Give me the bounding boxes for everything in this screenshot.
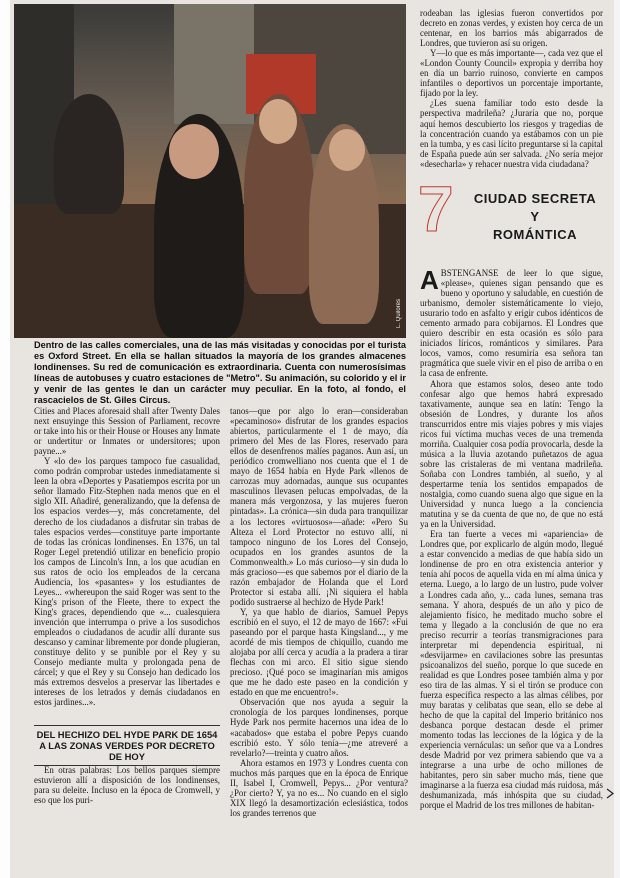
paragraph: rodeaban las iglesias fueron convertidos por decreto en zonas verdes, y existen hoy cerca de un centenar, en los barrios más abigarrados de Londres, que tuvieron así su origen. [420,8,603,49]
paragraph: Ahora estamos en 1973 y Londres cuenta con muchos más parques que en la época de Enrique II, Isabel I, Cromwell, Pepys... ¿Por ventura? ¿Por cierto? Y, ya no es... No cuando en el siglo XIX llegó la desamortización eclesiástica, todos los grandes terrenos que [230,757,408,818]
section-title [462,190,608,244]
paragraph: tanos—que por algo lo eran—consideraban «pecaminoso» disfrutar de los grandes espacios abiertos, particularmente el 1 de mayo, día primero del Mes de las Flores, reservado para ellos de desenfrenos malíes paganos. Aun así, un periódico cromwelliano nos cuenta que el 1 de mayo de 1654 había en Hyde Park «llenos de carrozas muy adornadas, aunque sus ocupantes masculinos llevasen pelucas empolvadas, de la manera más vergonzosa, y las mujeres fueron pintadas». La crónica—sin duda para tranquilizar a los lectores «virtuosos»—añade: «Pero Su Alteza el Lord Protector no estuvo allí, ni tampoco ninguno de los Lores del Consejo, ocupados en los grandes asuntos de la Commonwealth.» Lo más curioso—y sin duda lo más gracioso—es que sabemos por el diario de la razón embajador de Holanda que el Lord Protector si estaba allí. ¡Ni siquiera el habla podido sustraerse al hechizo de Hyde Park! [230,406,408,607]
column-2 [230,406,408,818]
column-3-top [420,8,603,169]
paragraph-text: BSTENGANSE de leer lo que sigue, «please», quienes sigan pensando que es bueno y oportuno y saludable, en cuestión de urbanismo, demoler sistemáticamente lo viejo, usurario todo en asfalto y erigir cubos idénticos de cemento armado para cobijarnos. El Londres que quiero describir en esta ocasión es sólo para iniciados líricos, románticos y similares. Para locos, vamos, como resumiría esa señora tan pragmática que suele vivir en el piso de arriba o en la casa de enfrente. [420,268,603,379]
column-3 [420,265,603,811]
section-title-line: ROMÁNTICA [493,227,577,242]
subheading: DEL HECHIZO DEL HYDE PARK DE 1654 A LAS ZONAS VERDES POR DECRETO DE HOY [34,725,220,766]
photo-caption: Dentro de las calles comerciales, una de las más visitadas y conocidas por el turista es Oxford Street. En ella se hallan situados la mayoría de los grandes almacenes londinenses. Su red de comunicación es extraordinaria. Cuenta con numerosísimas líneas de autobuses y cuatro estaciones de "Metro". Su animación, su colorido y el ir y venir de las gentes le dan un carácter muy peculiar. En la foto, al fondo, el rascacielos de St. Giles Circus. [34,340,406,405]
column-1 [34,406,220,707]
paragraph: Y «lo de» los parques tampoco fue casualidad, como podrán comprobar ustedes inmediatamente si leen la obra «Deportes y Pasatiempos escrita por un señor llamado Fitz-Stephen nada menos que en el siglo XII. Añadiré, generalizando, que la defensa de los espacios verdes—y, más concretamente, del derecho de los ciudadanos a disfrutar sin trabas de tales espacios verdes—constituye parte importante de todas las crónicas londinenses. En 1376, un tal Roger Legel pretendió utilizar en beneficio propio los campos de Lincoln's Inn, a los que acudían en sus ratos de ocio los empleados de la cercana Audiencia, los «pasantes» y los estudiantes de Leyes... «whereupon the said Roger was sent to the King's prison of the Fleete, there to expect the King's graces, dependiendo que «... cualesquiera invención que interrumpa o prive a los susodichos empleados o ciudadanos de acudir allí durante sus descanso y caminar libremente por donde plugieran, constituye delito y se punible por el Rey y su Consejo mediante multa y prolongada pena de cárcel; y que el Rey y su Consejo han dedicado los más extremos desvelos a preservar las libertades e intereses de los letrados y demás ciudadanos en estos jardines...». [34,456,220,708]
column-1-bottom [34,765,220,805]
paragraph: Ahora que estamos solos, deseo ante todo confesar algo que hemos habrá expresado taxativamente, aunque sea en latín: Tengo la obsesión de Londres, y durante los años transcurridos entre mis viajes pobres y mis viajes ricos fui víctima muchas veces de una tremenda morriña. Cualquier cosa podía provocarla, desde la música a la lluvia azotando puñetazos de agua sobre las cristaleras de mi ventana madrileña. Soñaba con Londres también, al sueño, y al despertarme tenía los sentidos empapados de nostalgia, como cuando suena algo que sigue en la Universidad y nunca luego a la conciencia matutina y se da cuenta de que no, de que no está ya en la Universidad. [420,378,603,530]
photo-credit: L. Quilores [396,298,402,328]
section-title-line: Y [530,209,540,224]
paragraph: ¿Les suena familiar todo esto desde la perspectiva madrileña? ¿Juraría que no, porque aquí hemos descubierto los riesgos y tragedias de la concentración cuando ya estábamos con un pie en la tumba, y es casi lícito preguntarse si la capital de España puede aún ser salvada. ¿No sería mejor «desecharla» y rehacer nuestra vida ciudadana? [420,98,603,169]
page-left-margin [0,0,10,878]
continue-arrow-icon [606,788,615,799]
page-right-margin [614,0,620,878]
paragraph: Cities and Places aforesaid shall after Twenty Dales next ensuyinge this Session of Parliament, recovre or take into his or their House or Houses any Inmate or undertitur or Inmates or undersitores; upon payne...» [34,406,220,457]
section-number: 7 [418,173,454,245]
section-title-line: CIUDAD SECRETA [473,191,597,206]
paragraph: Y, ya que hablo de diarios, Samuel Pepys escribió en el suyo, el 12 de mayo de 1667: «Fui paseando por el parque hasta Kingsland..., y me acordé de mis tiempos de chiquillo, cuando me alojaba por allí cerca y acudía a la pradera a tirar flechas con mi arco. El sitio sigue siendo precioso. ¡Qué poco se imaginarían mis amigos que me he dado este paseo en la condición y estado en que me encuentro!». [230,606,408,698]
paragraph: En otras palabras: Los bellos parques siempre estuvieron allí a disposición de los londinenses, para su deleite. Incluso en la época de Cromwell, y eso que los puri- [34,765,220,806]
paragraph: Observación que nos ayuda a seguir la cronología de los parques londinenses, porque Hyde Park nos permite hacernos una idea de lo «acabados» que estaba el pobre Pepys cuando escribió esto. Y sólo tenía—¿me atreveré a revelarlo?—treinta y cuatro años. [230,697,408,758]
paragraph: Era tan fuerte a veces mi «apariencia» de Londres que, por explicarlo de algún modo, llegué a estar convencido a medias de que había sido un londinense de pro en otra existencia anterior y tenía ahí pocos de aquella vida en mí alma única y eterna. Luego, a lo largo de un lustro, pude volver a Londres cada año, y... cada lunes, semana tras semana. Y ahora, después de un año y pico de alejamiento físico, he meditado mucho sobre el tema y llegado a la conclusión de que no era preciso recurrir a teorías transmigraciones para interpretar mi dependencia espiritual, ni «desvijarme» en cavilaciones sobre las presuntas psicoanalizos del sueño, porque lo que sucede en realidad es que Londres posee también alma y por eso tira de las almas. Y si el tirón se produce con fuerza específica respecto a las almas célibes, por muy baratas y celibatas que sean, ello se debe al hecho de que la capital del Imperio británico nos desbanca porque destacan desde el primer momento todas las lecciones de la lógica y de la experiencia vernáculas: un señor que va a Londres desde Madrid por vez primera sabiendo que va a integrarse a una urbe de ocho millones de habitantes, pero sin saber mucho más, tiene que imaginarse a la fuerza esa ciudad más ruidosa, más deshumanizada, más inhóspita que su ciudad, porque el Madrid de los tres millones de habitan- [420,529,603,811]
paragraph [420,265,603,379]
paragraph: Y—lo que es más importante—, cada vez que el «London County Council» expropia y derriba hoy en día un barrio ruinoso, convierte en campos infantiles o deportivos un porcentaje importante, fijado por la ley. [420,48,603,99]
drop-cap: A [420,265,439,295]
oxford-street-photo [14,4,406,338]
